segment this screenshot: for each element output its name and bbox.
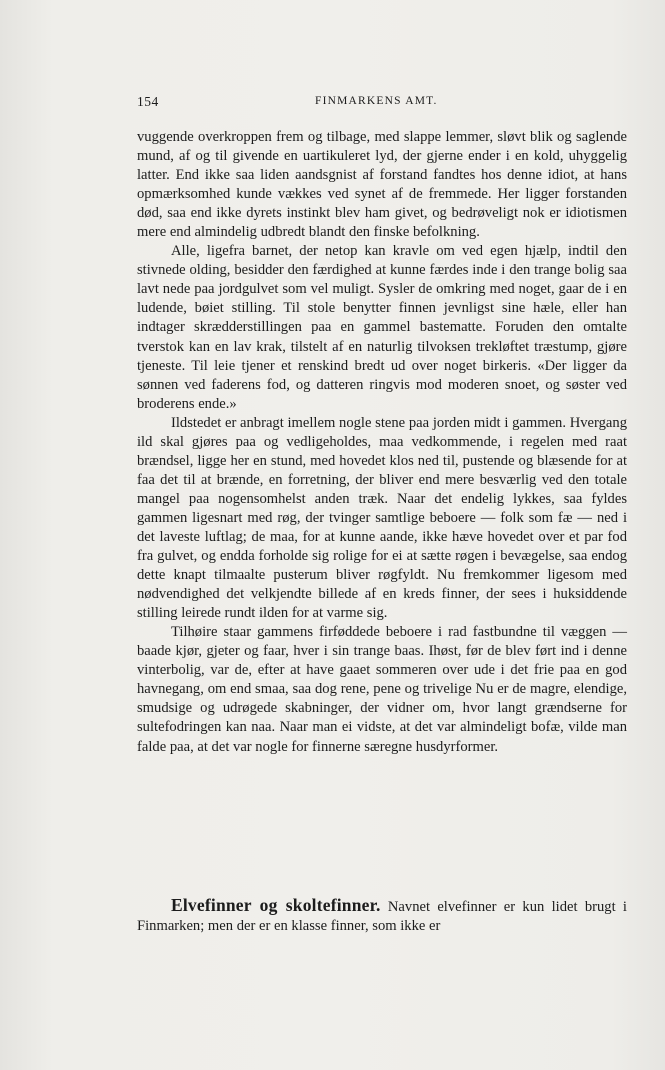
page-header: [137, 94, 627, 114]
body-text: [137, 128, 627, 757]
section-heading: Elvefinner og skoltefinner.: [171, 895, 381, 915]
paragraph: Tilhøire staar gammens firføddede beboere i rad fastbundne til væggen — baade kjør, gjeter og faar, hver i sin trange baas. Ihøst, før de blev ført ind i denne vinterbolig, var de, efter at have gaaet sommeren over ude i det frie paa en god havnegang, om end smaa, saa dog rene, pene og trivelige Nu er de magre, elendige, smudsige og udrøgede skabninger, der vidner om, hvor langt grændserne for sultefodringen kan naa. Naar man ei vidste, at det var almindeligt bofæ, vilde man falde paa, at det var nogle for finnerne særegne husdyrformer.: [137, 624, 627, 755]
paragraph: Alle, ligefra barnet, der netop kan kravle om ved egen hjælp, indtil den stivnede olding, besidder den færdighed at kunne færdes inde i den trange bolig saa lavt nede paa jordgulvet som vel muligt. Sysler de omkring med noget, gaar de i en ludende, bøiet stilling. Til stole benytter finnen jevnligst sine hæle, eller han indtager skrædderstillingen paa en gammel bastematte. Foruden den omtalte tverstok kan en lav krak, tilstelt af en naturlig tilvoksen trekløftet træstump, gjøre tjeneste. Til leie tjener et renskind bredt ud over noget birkeris. «Der ligger da sønnen ved faderens fod, og datteren ringvis mod moderen snoet, og søster ved broderens ende.»: [137, 243, 627, 412]
page-number: 154: [137, 94, 159, 109]
section-text: Navnet elvefinner er kun lidet brugt i Finmarken; men der er en klasse finner, som ikke er: [137, 899, 627, 935]
running-title: FINMARKENS AMT.: [315, 95, 438, 107]
section-start: [137, 896, 627, 936]
paragraph-continued: vuggende overkroppen frem og tilbage, med slappe lemmer, sløvt blik og saglende mund, af og til givende en uartikuleret lyd, der gjerne ender i en kold, uhyggelig latter. End ikke saa liden aandsgnist af forstand fandtes hos denne idiot, at hans opmærksomhed kunde vækkes ved synet af de fremmede. Her ligger forstanden død, saa end ikke dyrets instinkt blev ham givet, og bedrøveligt nok er idiotismen mere end almindelig udbredt blandt den finske befolkning.: [137, 129, 627, 241]
paragraph: Ildstedet er anbragt imellem nogle stene paa jorden midt i gammen. Hvergang ild skal gjøres paa og vedligeholdes, maa vedkommende, i regelen med raat brændsel, ligge her en stund, med hovedet klos ned til, pustende og blæsende for at faa det til at brænde, en forretning, der bliver end mere besværlig ved den totale mangel paa nogensomhelst anden træk. Naar det endelig lykkes, saa fyldes gammen ligesnart med røg, der tvinger samtlige beboere — folk som fæ — ned i det laveste luftlag; de maa, for at kunne aande, ikke hæve hovedet over et par fod fra gulvet, og endda forholde sig rolige for ei at sætte røgen i bevægelse, saa endog dette knapt tilmaalte pusterum bliver røgfyldt. Nu fremkommer ligesom med nødvendighed det velkjendte billede af en kreds finner, der sees i huksiddende stilling leirede rundt ilden for at varme sig.: [137, 414, 627, 622]
